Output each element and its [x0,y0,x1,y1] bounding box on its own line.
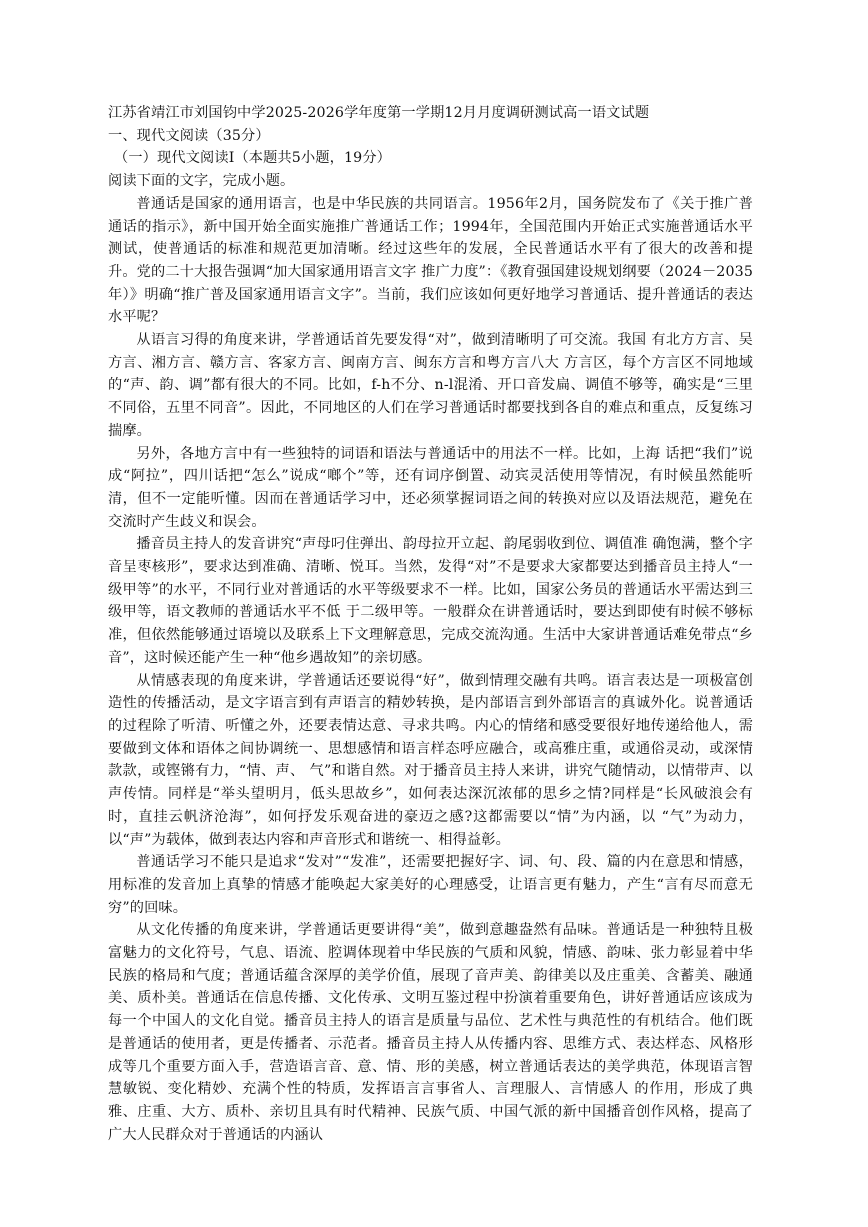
section-heading: 一、现代文阅读（35分） [108,127,270,144]
exam-title: 江苏省靖江市刘国钧中学2025-2026学年度第一学期12月月度调研测试高一语文试题 [108,105,650,121]
passage-paragraph: 播音员主持人的发音讲究“声母叼住弹出、韵母拉开立起、韵尾弱收到位、调值准 确饱满，整个字音呈枣核形”，要求达到准确、清晰、悦耳。当然，发得“对”不是要求大家都要达到播音员主持人“一级甲等”的水平，不同行业对普通话的水平等级要求不一样。比如，国家公务员的普通话水平需达到三级甲等，语文教师的普通话水平不低 于二级甲等。一般群众在讲普通话时，要达到即使有时候不够标准，但依然能够通过语境以及联系上下文理解意思，完成交流沟通。生活中大家讲普通话难免带点“乡音”，这时候还能产生一种“他乡遇故知”的亲切感。 [108,536,753,666]
passage-paragraph: 普通话是国家的通用语言，也是中华民族的共同语言。1956年2月，国务院发布了《关于推广普通话的指示》，新中国开始全面实施推广普通话工作；1994年，全国范围内开始正式实施普通话水平测试，使普通话的标准和规范更加清晰。经过这些年的发展，全民普通话水平有了很大的改善和提升。党的二十大报告强调“加大国家通用语言文字 推广力度”：《教育强国建设规划纲要（2024－2035年）》明确“推广普及国家通用语言文字”。当前，我们应该如何更好地学习普通话、提升普通话的表达水平呢？ [108,195,753,326]
document-page [108,102,753,1146]
passage-paragraph: 从情感表现的角度来讲，学普通话还要说得“好”，做到情理交融有共鸣。语言表达是一项极富创造性的传播活动，是文字语言到有声语言的精妙转换，是内部语言到外部语言的真诚外化。说普通话的过程除了听清、听懂之外，还要表情达意、寻求共鸣。内心的情绪和感受要很好地传递给他人，需要做到文体和语体之间协调统一、思想感情和语言样态呼应融合，或高雅庄重，或通俗灵动，或深情款款，或铿锵有力，“情、声、 气”和谐自然。对于播音员主持人来讲，讲究气随情动，以情带声、以声传情。同样是“举头望明月，低头思故乡”，如何表达深沉浓郁的思乡之情?同样是“长风破浪会有时，直挂云帆济沧海”，如何抒发乐观奋进的豪迈之感?这都需要以“情”为内涵，以 “气”为动力，以“声”为载体，做到表达内容和声音形式和谐统一、相得益彰。 [108,672,753,848]
subsection-heading: （一）现代文阅读Ⅰ（本题共5小题，19分） [114,150,392,167]
reading-instruction: 阅读下面的文字，完成小题。 [108,173,295,190]
passage-paragraph: 另外，各地方言中有一些独特的词语和语法与普通话中的用法不一样。比如，上海 话把“我们”说成“阿拉”，四川话把“怎么”说成“啷个”等，还有词序倒置、动宾灵活使用等情况，有时候虽然能听清，但不一定能听懂。因而在普通话学习中，还必须掌握词语之间的转换对应以及语法规范，避免在交流时产生歧义和误会。 [108,445,753,530]
passage-paragraph: 从语言习得的角度来讲，学普通话首先要发得“对”，做到清晰明了可交流。我国 有北方方言、吴方言、湘方言、赣方言、客家方言、闽南方言、闽东方言和粤方言八大 方言区，每个方言区不同地域的“声、韵、调”都有很大的不同。比如，f-h不分、n-l混淆、开口音发扁、调值不够等，确实是“三里不同俗，五里不同音”。因此，不同地区的人们在学习普通话时都要找到各自的难点和重点，反复练习揣摩。 [108,332,753,439]
passage-paragraph: 普通话学习不能只是追求“发对”“发准”，还需要把握好字、词、句、段、篇的内在意思和情感，用标准的发音加上真挚的情感才能唤起大家美好的心理感受，让语言更有魅力，产生“言有尽而意无穷”的回味。 [108,854,753,916]
passage-paragraph: 从文化传播的角度来讲，学普通话更要讲得“美”，做到意趣盎然有品味。普通话是一种独特且极富魅力的文化符号，气息、语流、腔调体现着中华民族的气质和风貌，情感、韵味、张力彰显着中华民族的格局和气度；普通话蕴含深厚的美学价值，展现了音声美、韵律美以及庄重美、含蓄美、融通美、质朴美。普通话在信息传播、文化传承、文明互鉴过程中扮演着重要角色，讲好普通话应该成为每一个中国人的文化自觉。播音员主持人的语言是质量与品位、艺术性与典范性的有机结合。他们既是普通话的使用者，更是传播者、示范者。播音员主持人从传播内容、思维方式、表达样态、风格形成等几个重要方面入手，营造语言音、意、情、形的美感，树立普通话表达的美学典范，体现语言智慧敏锐、变化精妙、充满个性的特质，发挥语言言事省人、言理服人、言情感人 的作用，形成了典雅、庄重、大方、质朴、亲切且具有时代精神、民族气质、中国气派的新中国播音创作风格，提高了广大人民群众对于普通话的内涵认 [108,922,753,1143]
